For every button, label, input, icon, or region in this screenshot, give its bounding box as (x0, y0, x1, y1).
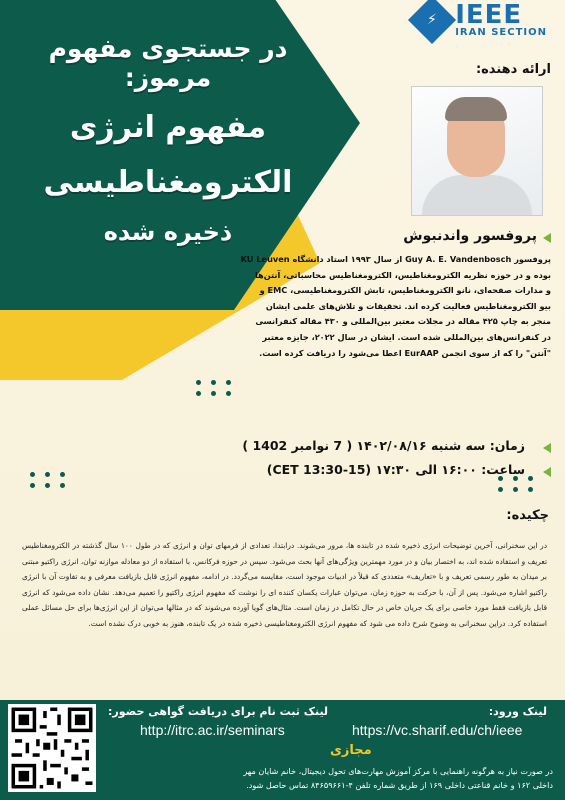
contact-line: در صورت نیاز به هرگونه راهنمایی با مرکز آموزش مهارت‌های تحول دیجیتال، خانم شایان مهر (243, 766, 553, 776)
bio-line: بیو الکترومغناطیس فعالیت کرده اند. تحقیقات و تلاش‌های علمی ایشان (265, 300, 551, 311)
decorative-dots (30, 472, 65, 488)
title-line-1: در جستجوی مفهوم مرموز: (48, 34, 288, 92)
registration-label: لینک ثبت نام برای دریافت گواهی حضور: (108, 705, 329, 718)
ieee-logo (415, 2, 547, 38)
bullet-triangle-icon (543, 233, 551, 243)
bullet-triangle-icon (543, 443, 551, 453)
qr-code[interactable] (8, 704, 96, 792)
bullet-triangle-icon (543, 467, 551, 477)
ieee-diamond-icon: ⚡ (408, 0, 456, 44)
title-line-4: ذخیره شده (103, 218, 233, 246)
presenter-label: ارائه دهنده: (475, 62, 551, 77)
presenter-name: پروفسور واندنبوش (403, 228, 537, 244)
ieee-section-text: IRAN SECTION (455, 27, 547, 38)
login-label: لینک ورود: (488, 705, 547, 718)
bio-line: پروفسور Guy A. E. Vandenbosch از سال ۱۹۹۳ استاد دانشگاه KU Leuven (240, 254, 551, 264)
presenter-photo (411, 86, 543, 216)
decorative-dots (196, 380, 231, 396)
registration-link[interactable]: http://itrc.ac.ir/seminars (140, 722, 285, 738)
abstract-label: چکیده: (506, 508, 549, 523)
abstract-text: در این سخنرانی، آخرین توضیحات انرژی ذخیره شده در تابنده ها، مرور می‌شوند. درابتدا، تعدادی از فرمهای توان و انرژی که در طول ۱۰۰ سال گذشته در الکترومغناطیس تعریف و استفاده شده اند، به اختصار بیان و در مورد مهمترین ویژگی‌های آنها بحث می‌شود. سپس در حوزه فرکانس، با استفاده از دو معادله موازنه توان، انرژی راکتیو مبتنی بر میدان به طور رسمی تعریف و با «تعاریف» متعددی که قبلاً در ادبیات موجود است، مقایسه می‌گردد. در ادامه، مفهوم انرژی قابل بازیافت معرفی و به تفاوت آن با انرژی راکتیو اشاره می‌شود. پس از آن، با حرکت به حوزه زمان، می‌توان عبارات یکسان کننده ای را نوشت که مفهوم انرژی راکتیو را تعمیم می‌دهد. نشان داده می‌شود که انرژی قابل بازیافت فقط مورد خاصی برای یک جریان خاص در حال تکامل در زمان است. مثال‌های گویا آورده می‌شوند که در مثالها می‌توان از این انرژی‌ها برای حل مسائل عملی استفاده کرد. دراین سخنرانی به وضوح شرح داده می شود که مفهوم انرژی الکترومغناطیسی ذخیره شده در یک تابنده، هنوز به خوبی درک نشده است. (22, 541, 547, 628)
poster-title (18, 28, 318, 246)
presenter-bio (236, 252, 551, 361)
bio-line: در کنفرانس‌های بین‌المللی شده است. ایشان در سال ۲۰۲۲، جایزه معتبر (262, 331, 551, 342)
contact-line: داخلی ۱۶۲ و خانم قناعتی داخلی ۱۶۹ از طریق شماره تلفن ۴-۸۴۶۵۹۶۶۱ تماس حاصل شود. (246, 780, 553, 790)
event-time: ساعت: ۱۶:۰۰ الی ۱۷:۳۰ (CET 13:30-15) (266, 462, 525, 477)
bio-line: بوده و در حوزه نظریه الکترومغناطیس، الکترومغناطیس محاسباتی، آنتن‌ها (254, 269, 551, 280)
title-line-2: مفهوم انرژی (69, 110, 267, 145)
event-mode: مجازی (330, 743, 372, 758)
login-link[interactable]: https://vc.sharif.edu/ch/ieee (352, 722, 523, 738)
title-line-3: الکترومغناطیسی (43, 165, 293, 200)
event-date: زمان: سه شنبه ۱۴۰۲/۰۸/۱۶ ( 7 نوامبر 1402 ) (242, 438, 525, 453)
bio-line: و مدارات صفحه‌ای، نانو الکترومغناطیس، تابش الکترومغناطیسی، EMC و (259, 285, 551, 296)
contact-info (113, 764, 553, 792)
bio-line: "آنتن" را که از سوی انجمن EurAAP اعطا می‌شود را دریافت کرده است. (259, 347, 551, 358)
decorative-dots (498, 476, 533, 492)
bio-line: منجر به چاپ ۴۲۵ مقاله در مجلات معتبر بین‌المللی و ۴۳۰ مقاله کنفرانسی (255, 316, 551, 327)
ieee-logo-text: IEEE (455, 0, 523, 30)
